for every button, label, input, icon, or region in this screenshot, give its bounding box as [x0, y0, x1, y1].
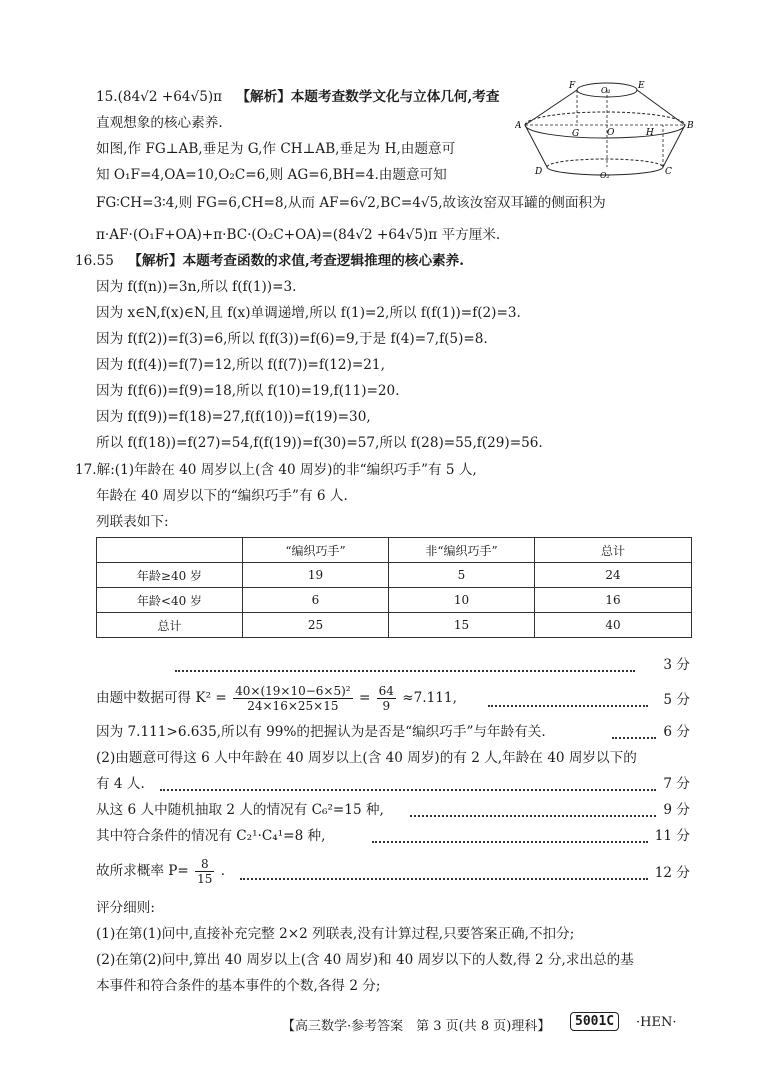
fig-label-D: D: [535, 167, 543, 177]
p17-part2-line2: 有 4 人.: [96, 776, 145, 792]
prob-prefix: 故所求概率 P=: [96, 863, 189, 879]
p17-line3: 列联表如下:: [96, 514, 169, 530]
table-cell: 25: [243, 613, 389, 638]
table-cell: 10: [389, 588, 535, 613]
k2-prefix: 由题中数据可得 K² =: [96, 690, 227, 706]
dotted-leader: [372, 841, 648, 843]
p15-tag: 【解析】本题考查数学文化与立体几何,考查: [236, 89, 500, 105]
fig-label-G: G: [572, 129, 580, 139]
dotted-leader: [160, 789, 656, 791]
table-header-cell: “编织巧手”: [243, 538, 389, 563]
k2-approx: ≈7.111,: [402, 690, 457, 706]
vase-figure: [515, 80, 695, 180]
table-cell: 6: [243, 588, 389, 613]
p17-favorable: 其中符合条件的情况有 C₂¹·C₄¹=8 种,: [96, 828, 326, 844]
table-cell: 24: [535, 563, 692, 588]
prob-denominator: 15: [197, 872, 213, 886]
fig-label-O1: O₁: [601, 86, 611, 95]
table-cell: 年龄≥40 岁: [97, 563, 243, 588]
p15-line3: 如图,作 FG⊥AB,垂足为 G,作 CH⊥AB,垂足为 H,由题意可: [96, 141, 456, 157]
contingency-table: [96, 537, 692, 638]
p17-combinations: 从这 6 人中随机抽取 2 人的情况有 C₆²=15 种,: [96, 802, 384, 818]
k2-denominator-2: 9: [382, 699, 391, 713]
footer-code-badge: 5001C: [570, 1012, 619, 1031]
p16-step: 因为 f(f(2))=f(3)=6,所以 f(f(3))=f(6)=9,于是 f(4)=7,f(5)=8.: [96, 331, 488, 347]
score-mark: 12 分: [654, 865, 690, 881]
p16-line1: [75, 251, 464, 271]
table-cell: 总计: [97, 613, 243, 638]
p15-line5: FG∶CH=3∶4,则 FG=6,CH=8,从而 AF=6√2,BC=4√5,故该汝窑双耳罐的侧面积为: [96, 195, 606, 211]
footer-suffix: ·HEN·: [636, 1015, 677, 1030]
p16-step: 因为 x∈N,f(x)∈N,且 f(x)单调递增,所以 f(1)=2,所以 f(f(1))=f(2)=3.: [96, 305, 521, 321]
score-mark: 3 分: [663, 657, 690, 673]
table-cell: 年龄<40 岁: [97, 588, 243, 613]
p17-part2-line1: (2)由题意可得这 6 人中年龄在 40 周岁以上(含 40 周岁)的有 2 人,年龄在 40 周岁以下的: [96, 750, 637, 766]
p16-step: 因为 f(f(9))=f(18)=27,f(f(10))=f(19)=30,: [96, 409, 371, 425]
p15-answer: 15.(84√2 +64√5)π: [96, 89, 223, 105]
p15-line4: 知 O₁F=4,OA=10,O₂C=6,则 AG=6,BH=4.由题意可知: [96, 167, 447, 183]
rubric-item-2b: 本事件和符合条件的基本事件的个数,各得 2 分;: [96, 978, 381, 994]
table-cell: 19: [243, 563, 389, 588]
table-header-cell: [97, 538, 243, 563]
table-header-row: [97, 538, 692, 563]
p17-probability: [96, 856, 225, 886]
table-header-cell: 总计: [535, 538, 692, 563]
dotted-leader: [410, 815, 656, 817]
k2-fraction-simplified: [377, 684, 396, 713]
table-row: [97, 613, 692, 638]
score-mark: 9 分: [663, 802, 690, 818]
p16-tag: 【解析】本题考查函数的求值,考查逻辑推理的核心素养.: [128, 253, 464, 269]
rubric-item-2a: (2)在第(2)问中,算出 40 周岁以上(含 40 周岁)和 40 周岁以下的人数,得 2 分,求出总的基: [96, 952, 634, 968]
score-mark: 5 分: [663, 692, 690, 708]
k2-denominator: 24×16×25×15: [247, 699, 339, 713]
p15-line6: π·AF·(O₁F+OA)+π·BC·(O₂C+OA)=(84√2 +64√5)π 平方厘米.: [96, 227, 501, 243]
k2-fraction: [233, 684, 352, 713]
score-mark: 7 分: [663, 776, 690, 792]
p15-line2: 直观想象的核心素养.: [96, 115, 223, 131]
table-row: [97, 563, 692, 588]
dotted-leader: [612, 737, 656, 739]
fig-label-H: H: [646, 128, 654, 138]
p16-answer: 16.55: [75, 253, 114, 269]
dotted-leader: [488, 705, 648, 707]
score-mark: 11 分: [654, 828, 690, 844]
p17-compare: 因为 7.111>6.635,所以有 99%的把握认为是否是“编织巧手”与年龄有关.: [96, 724, 546, 740]
table-cell: 15: [389, 613, 535, 638]
table-row: [97, 588, 692, 613]
fig-label-O: O: [607, 128, 615, 138]
rubric-title: 评分细则:: [96, 900, 155, 916]
k2-equals: =: [358, 690, 371, 706]
dotted-leader: [240, 878, 648, 880]
score-mark: 6 分: [663, 724, 690, 740]
table-header-cell: 非“编织巧手”: [389, 538, 535, 563]
fig-label-C: C: [665, 167, 672, 177]
table-cell: 40: [535, 613, 692, 638]
footer-text: 【高三数学·参考答案 第 3 页(共 8 页)理科】: [282, 1019, 551, 1034]
k2-numerator: 40×(19×10−6×5)²: [235, 684, 351, 698]
table-cell: 16: [535, 588, 692, 613]
p16-step: 因为 f(f(4))=f(7)=12,所以 f(f(7))=f(12)=21,: [96, 357, 385, 373]
p16-step: 所以 f(f(18))=f(27)=54,f(f(19))=f(30)=57,所以 f(28)=55,f(29)=56.: [96, 435, 543, 451]
prob-numerator: 8: [195, 857, 214, 872]
fig-label-A: A: [515, 121, 522, 131]
k2-numerator-2: 64: [378, 684, 394, 698]
prob-fraction: [195, 857, 214, 886]
rubric-item-1: (1)在第(1)问中,直接补充完整 2×2 列联表,没有计算过程,只要答案正确,不扣分;: [96, 926, 575, 942]
p17-line1: 17.解:(1)年龄在 40 周岁以上(含 40 周岁)的非“编织巧手”有 5 人,: [75, 462, 477, 478]
table-cell: 5: [389, 563, 535, 588]
k2-line: [96, 683, 457, 713]
prob-suffix: .: [220, 863, 226, 879]
p15-line1: [96, 87, 499, 107]
p16-step: 因为 f(f(n))=3n,所以 f(f(1))=3.: [96, 279, 297, 295]
fig-label-E: E: [638, 81, 645, 91]
dotted-leader: [175, 670, 635, 672]
p16-step: 因为 f(f(6))=f(9)=18,所以 f(10)=19,f(11)=20.: [96, 383, 400, 399]
fig-label-O2: O₂: [600, 171, 610, 180]
page-footer: [0, 1012, 764, 1034]
fig-label-F: F: [569, 81, 576, 91]
fig-label-B: B: [687, 121, 694, 131]
p17-line2: 年龄在 40 周岁以下的“编织巧手”有 6 人.: [96, 488, 348, 504]
